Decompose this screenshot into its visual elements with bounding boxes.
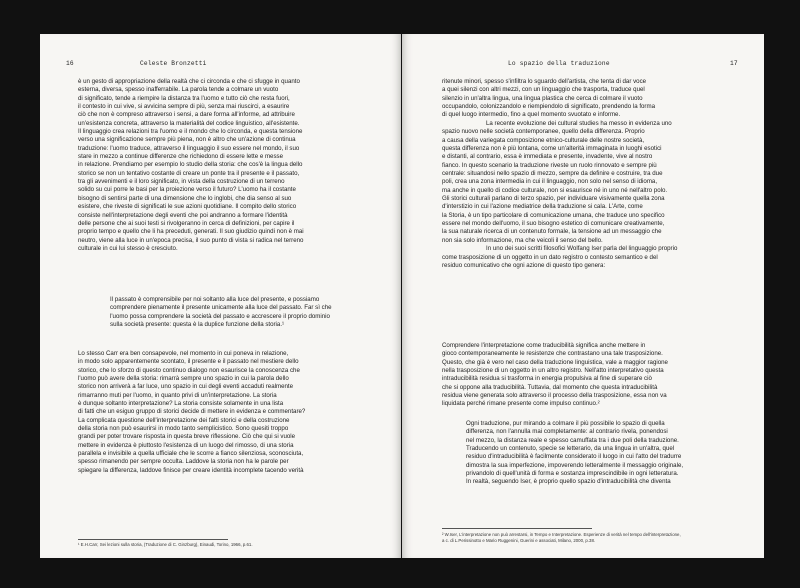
body-line: rimarranno muti per l'uomo, in quanto privi di un'interpretazione. La storia [78, 391, 277, 399]
body-line: consiste nell'interpretazione degli eventi che poi andranno a formare l'identità [78, 211, 288, 219]
body-line: un'esistenza concreta, attraverso la materialità del codice linguistico, all'esistente. [78, 119, 300, 127]
body-line: la Storia, è un tipo particolare di comunicazione umana, che traduce uno specifico [442, 211, 665, 219]
body-line: di quel luogo intermedio, fino a quel momento svuotato e informe. [442, 111, 621, 119]
body-line: ritenute minori, spesso s'infiltra lo sguardo dell'artista, che tenta di dar voce [442, 78, 647, 85]
body-line: traduzione: l'uomo traduce, attraverso il linguaggio il suo essere nel mondo, il suo [78, 144, 300, 152]
right-body-paragraph-3 [466, 420, 750, 487]
body-line: di fatti che un esiguo gruppo di storici decide di mettere in evidenza e commentare? [78, 408, 306, 416]
body-line: delle persone che ai suoi testi si rivolgeranno in cerca di definizioni, per capire il [78, 219, 295, 227]
body-line: in modo solo apparentemente scontato, il presente e il passato nel mestiere dello [78, 358, 299, 366]
body-line: grandi per poter trovare risposta in questa breve riflessione. Ciò che qui si vuole [78, 433, 296, 441]
body-line: non sia solo informazione, ma che veicoli il senso del bello. [442, 236, 603, 244]
body-line: fianco. In questo scenario la traduzione riveste un ruolo rinnovato e sempre più [442, 161, 657, 169]
body-line: residuo d'intraducibilità è facilmente considerato il luogo in cui l'atto del tradurre [466, 453, 682, 461]
quote-line: gioco contemporaneamente le resistenze che contrastano una tale trasposizione. [442, 350, 663, 358]
body-line: In realtà, seguendo Iser, è proprio quello spazio d'intraducibilità che diventa [466, 478, 671, 486]
body-line: La complicata questione dell'interpretazione dei fatti storici e della costruzione [78, 416, 290, 424]
quote-line: che si oppone alla traducibilità. Tuttavia, dal momento che questa intraducibilità [442, 383, 658, 391]
footnote-line: a c. di L.Perissinotto e Mario Ruggenini, Guerini e associati, Milano, 2000, p.38. [442, 538, 596, 544]
body-line: culturale in cui lui stesso è cresciuto. [78, 244, 178, 252]
body-line: privandolo di quell'unità di forma e sostanza imprescindibile in ogni letteratura. [466, 470, 679, 478]
left-page-number: 16 [66, 60, 74, 67]
left-footnote: ¹ E.H.Carr, Sei lezioni sulla storia, (Traduzione di C. Ginzburg), Einaudi, Torino, 1966, p.61. [78, 542, 253, 547]
right-block-quote-1 [442, 342, 750, 409]
body-line: di significato, tende a riempire la distanza tra l'uomo e tutto ciò che resta fuori, [78, 94, 290, 102]
quote-line: Questo, che già è vero nel caso della traduzione linguistica, vale a maggior ragione [442, 358, 668, 366]
body-line: storico, che lo sforzo di questo continuo dialogo non esaurisce la conoscenza che [78, 366, 300, 374]
body-line: parallela e invisibile a quella ufficiale che le scorre a fianco silenziosa, sconosciuta, [78, 450, 304, 458]
body-line: occupandolo, colonizzandolo e riempiendolo di significato, prendendo la forma [442, 103, 656, 111]
right-running-head: Lo spazio della traduzione [508, 60, 610, 67]
body-line: Gli storici culturali parlano di terzo spazio, per individuare visivamente quella zona [442, 195, 665, 203]
right-footnote [442, 532, 752, 544]
body-line: In uno dei suoi scritti filosofici Wolfang Iser parla del linguaggio proprio [486, 245, 678, 253]
body-line: è dunque soltanto interpretazione? La storia consiste solamente in una lista [78, 400, 284, 408]
body-line: come trasposizione di un oggetto in un dato registro o contesto semantico e del [442, 253, 658, 261]
body-line: in relazione. Prendiamo per esempio lo studio della storia: che cos'è la lingua dello [78, 161, 303, 169]
quote-line: l'uomo possa comprendere la società del passato e accrescere il proprio dominio [110, 312, 330, 320]
body-line: a causa della variegata composizione etnico-culturale delle nostre società, [442, 136, 645, 144]
body-line: questa differenza non è più lontana, come un'alterità immaginata in luoghi esotici [442, 145, 662, 153]
body-line: bisogno di sentirsi parte di una dimensione che lo inglobi, che dia senso al suo [78, 194, 292, 202]
body-line: differenza, non l'annulla mai completamente: al contrario rivela, ponendosi [466, 428, 668, 436]
quote-line: comprendere pienamente il presente unicamente alla luce del passato. Far sì che [110, 304, 332, 312]
body-line: esterna, diversa, spesso inafferrabile. La parola tende a colmare un vuoto [78, 86, 279, 94]
body-line: dimostra la sua imperfezione, impoverendo letteralmente il messaggio originale, [466, 461, 684, 469]
quote-line: liquidata perché rimane presente come impulso continuo.² [442, 400, 600, 408]
left-running-head: Celeste Bronzetti [140, 60, 207, 67]
body-line: residuo comunicativo che ogni azione di questo tipo genera: [442, 261, 606, 269]
left-page [40, 34, 401, 558]
body-line: Il linguaggio crea relazioni tra l'uomo e il mondo che lo circonda, e questa tensione [78, 128, 303, 136]
body-line: spazio nuovo nelle società contemporanee, quello della differenza. Proprio [442, 128, 645, 136]
quote-line: intraducibilità residua si trasforma in energia propulsiva al fine di superare ciò [442, 375, 652, 383]
footnote-rule [78, 539, 228, 540]
body-line: la sua naturale ricerca di un contenuto formale, la tensione ad un messaggio che [442, 228, 662, 236]
quote-line: Comprendere l'interpretazione come traducibilità significa anche mettere in [442, 342, 646, 349]
body-line: esistere, che riveste di significati le sue azioni quotidiane. Il compito dello storico [78, 203, 297, 211]
body-line: Traducendo un contenuto, specie se letterario, da una lingua in un'altra, quel [466, 445, 675, 453]
body-line: silenzio in un'altra lingua, una lingua plastica che cerca di colmare il vuoto [442, 94, 643, 102]
left-block-quote [110, 296, 380, 329]
body-line: centrale: situandosi nello spazio di mezzo, sempre da definire e costruire, tra due [442, 170, 663, 178]
body-line: essere nel mondo dell'uomo, il suo bisogno estetico di comunicare creativamente, [442, 220, 665, 228]
quote-line: sulla società presente: questa è la duplice funzione della storia.¹ [110, 321, 285, 329]
right-body-paragraph-2 [442, 120, 750, 270]
body-line: nel mezzo, la distanza reale e spesso camuffata tra i due poli della traduzione. [466, 436, 679, 444]
body-line: a quei silenzi con altri mezzi, con un linguaggio che trasporta, traduce quel [442, 86, 645, 94]
right-page [402, 34, 764, 558]
body-line: è un gesto di appropriazione della realtà che ci circonda e che ci sfugge in quanto [78, 78, 300, 85]
body-line: Ogni traduzione, pur mirando a colmare il più possibile lo spazio di quella [466, 420, 665, 427]
right-page-number: 17 [730, 60, 738, 67]
body-line: verso una significazione sempre più piena, non è altro che un'azione di continua [78, 136, 296, 144]
body-line: tra gli avvenimenti e il loro significato, in vista della costruzione di un terreno [78, 178, 285, 186]
body-line: proprio tempo e quello che li ha preceduti, generati. Il suo giudizio quindi non è mai [78, 228, 304, 236]
body-line: storico non arriverà a far luce, uno spazio in cui degli eventi accaduti realmente [78, 383, 294, 391]
quote-line: residua viene generata solo attraverso il processo della trasposizione, essa non va [442, 392, 667, 400]
body-line: stare in mezzo a continue differenze che richiedono di essere lette e messe [78, 153, 284, 161]
body-line: ma anche in quello di codice culturale, non si esaurisce né in uno né nell'altro polo. [442, 186, 668, 194]
body-line: della storia non può esaurirsi in modo tanto semplicistico. Sono quesiti troppo [78, 425, 289, 433]
right-body-paragraph [442, 78, 750, 120]
left-body-paragraph [78, 78, 378, 253]
body-line: e distanti, al contrario, essa è immediata e presente, invadente, vive al nostro [442, 153, 653, 161]
body-line: ciò che non è compreso attraverso i sensi, a dare forma all'informe, ad attribuire [78, 111, 295, 119]
body-line: Lo stesso Carr era ben consapevole, nel momento in cui poneva in relazione, [78, 350, 289, 357]
footnote-line: ² W.Iser, L'interpretazione non può arrestarsi, in Tempo e Interpretazione. Esperienze di verità nel tempo dell'interpretazione, [442, 532, 681, 537]
quote-line: Il passato è comprensibile per noi soltanto alla luce del presente, e possiamo [110, 296, 320, 303]
quote-line: nella trasposizione di un oggetto in un altro registro. Nell'atto interpretativo questa [442, 367, 664, 375]
body-line: d'interstizio in cui l'azione mediatrice della traduzione si cala. L'Arte, come [442, 203, 643, 211]
body-line: storico se non un tentativo costante di creare un ponte tra il presente e il passato, [78, 169, 300, 177]
body-line: spesso rimanendo per sempre occulta. Laddove la storia non ha le parole per [78, 458, 289, 466]
body-line: neutro, viene alla luce in un'epoca precisa, il suo punto di vista si radica nel terreno [78, 236, 304, 244]
left-body-paragraph-2 [78, 350, 378, 475]
body-line: il contesto in cui vive, si avvicina sempre di più, senza mai riuscirci, a esaurire [78, 103, 290, 111]
body-line: mettere in evidenza è piuttosto l'esistenza di un luogo del rimosso, di una storia [78, 441, 294, 449]
body-line: La recente evoluzione dei cultural studies ha messo in evidenza uno [486, 120, 672, 127]
body-line: spiegare la differenza, laddove finisce per creare identità incomplete tacendo verità [78, 466, 304, 474]
body-line: poli, crea una zona intermedia in cui il linguaggio, non solo nel senso di idioma, [442, 178, 658, 186]
footnote-rule [442, 528, 592, 529]
body-line: solido su cui porre le basi per la proiezione verso il futuro? L'uomo ha il costante [78, 186, 296, 194]
body-line: l'uomo può avere della storia: rimarrà sempre uno spazio in cui la parola dello [78, 375, 289, 383]
